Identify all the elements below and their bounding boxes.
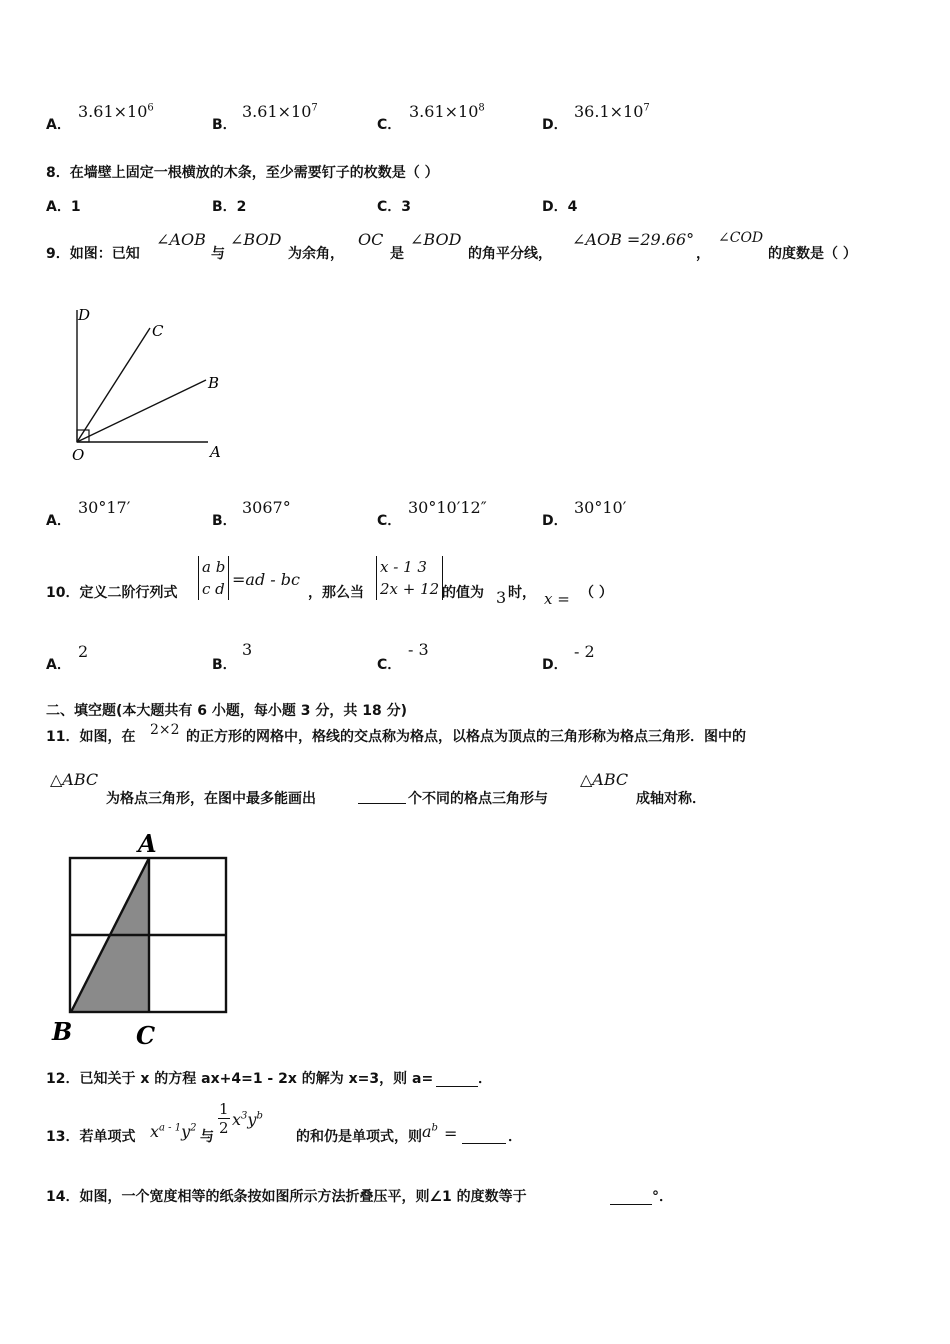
- q11-line2: △ABC 为格点三角形，在图中最多能画出 个不同的格点三角形与 △ABC 成轴对称．: [50, 770, 706, 807]
- q9-stem: 9．如图：已知 ∠AOB 与 ∠BOD 为余角， OC 是 ∠BOD 的角平分线， ∠AOB =29.66° ， ∠COD 的度数是（ ）: [46, 230, 857, 262]
- q8-stem: 8．在墙壁上固定一根横放的木条，至少需要钉子的枚数是（ ）: [46, 165, 439, 181]
- q11-line1: 11．如图，在 2×2 的正方形的网格中，格线的交点称为格点，以格点为顶点的三角形称为格点三角形．图中的: [46, 722, 746, 745]
- section-title-fill-in: 二、填空题(本大题共有 6 小题，每小题 3 分，共 18 分): [46, 703, 408, 719]
- q9-label-a: A: [210, 443, 221, 461]
- q9-option-a-value: 30°17′: [78, 498, 131, 517]
- q10-determinant-1: a b c d: [198, 556, 229, 600]
- q11-grid-figure: [46, 826, 246, 1052]
- q7-option-d: D． $36.1\times 10^7$: [542, 102, 650, 133]
- q14-answer-blank[interactable]: [610, 1203, 652, 1205]
- q13: 13．若单项式 $x^{a - 1}y^2$ 与 $\frac{1}{2}$ $x^3y^b$ 的和仍是单项式，则 $a^b$ = ．: [46, 1100, 522, 1145]
- q9-option-c-value: 30°10′12″: [408, 498, 487, 517]
- q13-fraction: $\frac{1}{2}$: [219, 1100, 229, 1137]
- q12: 12．已知关于 x 的方程 ax+4=1 - 2x 的解为 x=3，则 a= ．: [46, 1071, 492, 1087]
- q7-option-c: C． $3.61\times 10^8$: [377, 102, 485, 133]
- q11-answer-blank[interactable]: [358, 802, 406, 804]
- q9-option-d-value: 30°10′: [574, 498, 627, 517]
- q7-option-a: A． $3.61\times 10^6$: [46, 102, 154, 133]
- q11-label-b: B: [52, 1017, 73, 1046]
- q9-angle-figure: [60, 300, 240, 470]
- q11-label-c: C: [136, 1021, 156, 1050]
- q9-option-b-value: 3067°: [242, 498, 291, 517]
- q8-option-d: D．4: [542, 199, 578, 215]
- q8-option-b: B．2: [212, 199, 247, 215]
- q9-label-d: D: [78, 306, 91, 324]
- q7-option-b: B． $3.61\times 10^7$: [212, 102, 318, 133]
- q8-option-c: C．3: [377, 199, 412, 215]
- q9-label-o: O: [72, 446, 85, 464]
- q10-stem: 10．定义二阶行列式 a b c d =ad - bc ，那么当 x - 1 3 2x + 12 的值为 3 时， x = （ ）: [46, 558, 613, 608]
- q11-label-a: A: [138, 829, 157, 858]
- q8-option-a: A．1: [46, 199, 81, 215]
- q13-answer-blank[interactable]: [462, 1142, 506, 1144]
- q10-determinant-2: x - 1 3 2x + 12: [376, 556, 443, 600]
- q9-label-b: B: [208, 374, 220, 392]
- q12-answer-blank[interactable]: [436, 1085, 478, 1087]
- q9-label-c: C: [152, 322, 164, 340]
- q7-options: [46, 100, 906, 140]
- q10-options: A． 2 B． 3 C． - 3 D． - 2: [46, 640, 595, 673]
- q14: 14．如图，一个宽度相等的纸条按如图所示方法折叠压平，则∠1 的度数等于 °．: [46, 1189, 673, 1205]
- q9-options: A． 30°17′ B． 3067° C． 30°10′12″ D． 30°10′: [46, 498, 627, 529]
